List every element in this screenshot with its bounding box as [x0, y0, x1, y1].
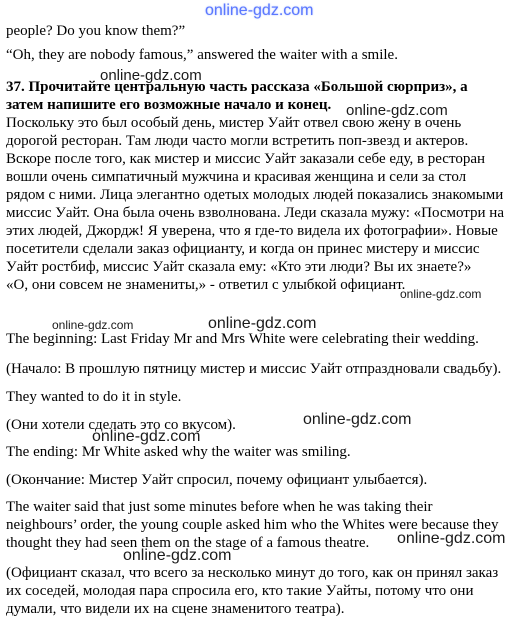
- story-line: миссис Уайт. Она была очень взволнована. Леди сказала мужу: «Посмотри на: [6, 205, 504, 221]
- watermark: online-gdz.com: [92, 428, 201, 445]
- answer-waiter-translation-line: (Официант сказал, что всего за несколько минут до того, как он принял заказ: [6, 565, 499, 581]
- story-line: дорогой ресторан. Там люди часто могли встретить поп-звезд и актеров.: [6, 133, 469, 149]
- text-line: “Oh, they are nobody famous,” answered the waiter with a smile.: [6, 47, 398, 63]
- answer-beginning-translation: (Начало: В прошлую пятницу мистер и миссис Уайт отпраздновали свадьбу).: [6, 361, 502, 377]
- watermark: online-gdz.com: [100, 67, 202, 84]
- watermark: online-gdz.com: [346, 102, 448, 119]
- watermark: online-gdz.com: [52, 318, 134, 332]
- story-line: вошли очень симпатичный мужчина и красивая женщина и сели за стол: [6, 169, 467, 185]
- answer-waiter-line: neighbours’ order, the young couple asked him who the Whites were because they: [6, 517, 499, 533]
- answer-waiter-line: thought they had seen them on the stage of a famous theatre.: [6, 535, 370, 551]
- story-line: Поскольку это был особый день, мистер Уайт отвел свою жену в очень: [6, 115, 462, 131]
- watermark: online-gdz.com: [400, 287, 482, 301]
- answer-style: They wanted to do it in style.: [6, 389, 182, 405]
- answer-waiter-translation-line: их соседей, молодая пара спросила его, кто такие Уайты, потому что они: [6, 583, 474, 599]
- answer-ending: The ending: Mr White asked why the waiter was smiling.: [6, 444, 351, 460]
- answer-beginning: The beginning: Last Friday Mr and Mrs White were celebrating their wedding.: [6, 331, 479, 347]
- watermark-top: online-gdz.com: [205, 2, 314, 19]
- answer-ending-translation: (Окончание: Мистер Уайт спросил, почему официант улыбается).: [6, 472, 428, 488]
- story-line: посетители сделали заказ официанту, и когда он принес мистеру и миссис: [6, 241, 480, 257]
- watermark: online-gdz.com: [123, 547, 232, 564]
- story-line: «О, они совсем не знамениты,» - ответил с улыбкой официант.: [6, 277, 406, 293]
- answer-waiter-line: The waiter said that just some minutes before when he was taking their: [6, 499, 433, 515]
- task-heading: затем напишите его возможные начало и конец.: [6, 97, 332, 113]
- story-line: Вскоре после того, как мистер и миссис Уайт заказали себе еду, в ресторан: [6, 151, 486, 167]
- text-line: people? Do you know them?”: [6, 23, 186, 39]
- watermark: online-gdz.com: [303, 411, 412, 428]
- task-heading: 37. Прочитайте центральную часть рассказа «Большой сюрприз», а: [6, 79, 468, 95]
- story-line: рядом с ними. Лица элегантно одетых молодых людей показались знакомыми: [6, 187, 504, 203]
- answer-style-translation: (Они хотели сделать это со вкусом).: [6, 417, 236, 433]
- watermark: online-gdz.com: [208, 315, 317, 332]
- story-line: Уайт ростбиф, миссис Уайт сказала ему: «Кто эти люди? Вы их знаете?»: [6, 259, 472, 275]
- answer-waiter-translation-line: думали, что видели их на сцене знаменитого театра).: [6, 601, 345, 617]
- story-line: этих людей, Джордж! Я уверена, что я где-то видела их фотографии». Новые: [6, 223, 498, 239]
- watermark: online-gdz.com: [397, 530, 506, 547]
